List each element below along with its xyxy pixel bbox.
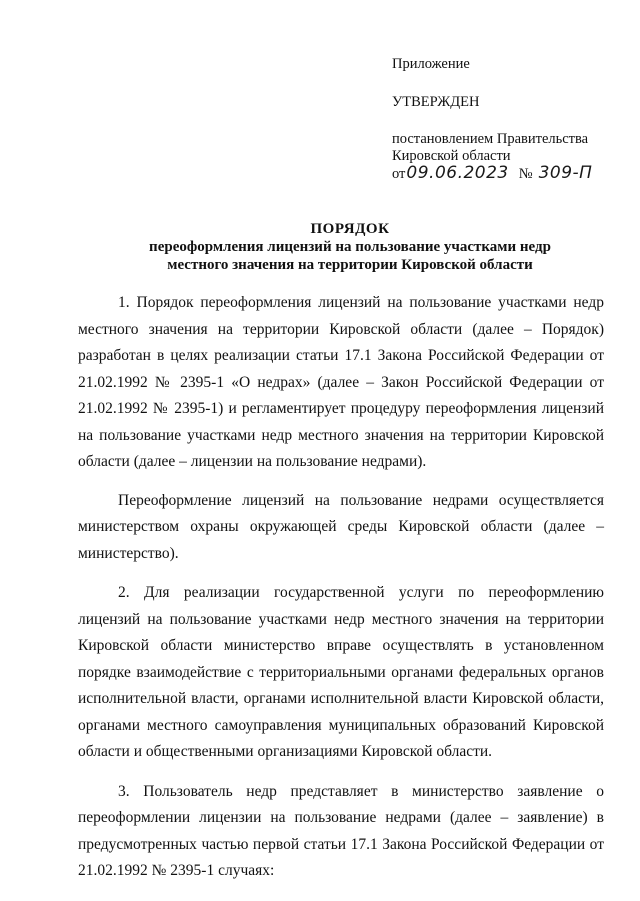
number-sign: № [518, 166, 533, 182]
title-main: ПОРЯДОК [310, 221, 390, 237]
decree-line-1: постановлением Правительства [392, 131, 589, 147]
date-prefix: от [392, 166, 406, 182]
title-line-1: переоформления лицензий на пользование участками недр [149, 239, 551, 255]
approved-label: УТВЕРЖДЕН [392, 94, 480, 110]
paragraph-2: Переоформление лицензий на пользование недрами осуществляется министерством охраны окружающей среды Кировской области (далее – министерство). [78, 491, 604, 562]
document-title [80, 220, 620, 274]
decree-date-number [392, 165, 592, 183]
decree-line-2: Кировской области [392, 148, 511, 164]
paragraph-4: 3. Пользователь недр представляет в министерство заявление о переоформлении лицензии на пользование недрами (далее – заявление) в предусмотренных частью первой статьи 17.1 Закона Российской Федерации от 21.02.1992 № 2395-1 случаях: [78, 782, 604, 879]
paragraph-1: 1. Порядок переоформления лицензий на пользование участками недр местного значения на территории Кировской области (далее – Порядок) разработан в целях реализации статьи 17.1 Закона Российской Федерации от 21.02.1992 № 2395-1 «О недрах» (далее – Закон Российской Федерации от 21.02.1992 № 2395-1) и регламентирует процедуру переоформления лицензий на пользование участками недр местного значения на территории Кировской области (далее – лицензии на пользование недрами). [78, 294, 604, 470]
paragraph-3: 2. Для реализации государственной услуги по переоформлению лицензий на пользование участками недр местного значения на территории Кировской области министерство вправе осуществлять в установленном порядке взаимодействие с территориальными органами федеральных органов исполнительной власти, органами исполнительной власти Кировской области, органами местного самоуправления муниципальных образований Кировской области и общественными организациями Кировской области. [78, 584, 604, 760]
appendix-label: Приложение [392, 56, 470, 72]
title-line-2: местного значения на территории Кировской области [167, 257, 533, 273]
handwritten-date: 09.06.2023 [406, 163, 509, 183]
document-body [78, 290, 604, 885]
handwritten-number: 309-П [538, 163, 593, 183]
